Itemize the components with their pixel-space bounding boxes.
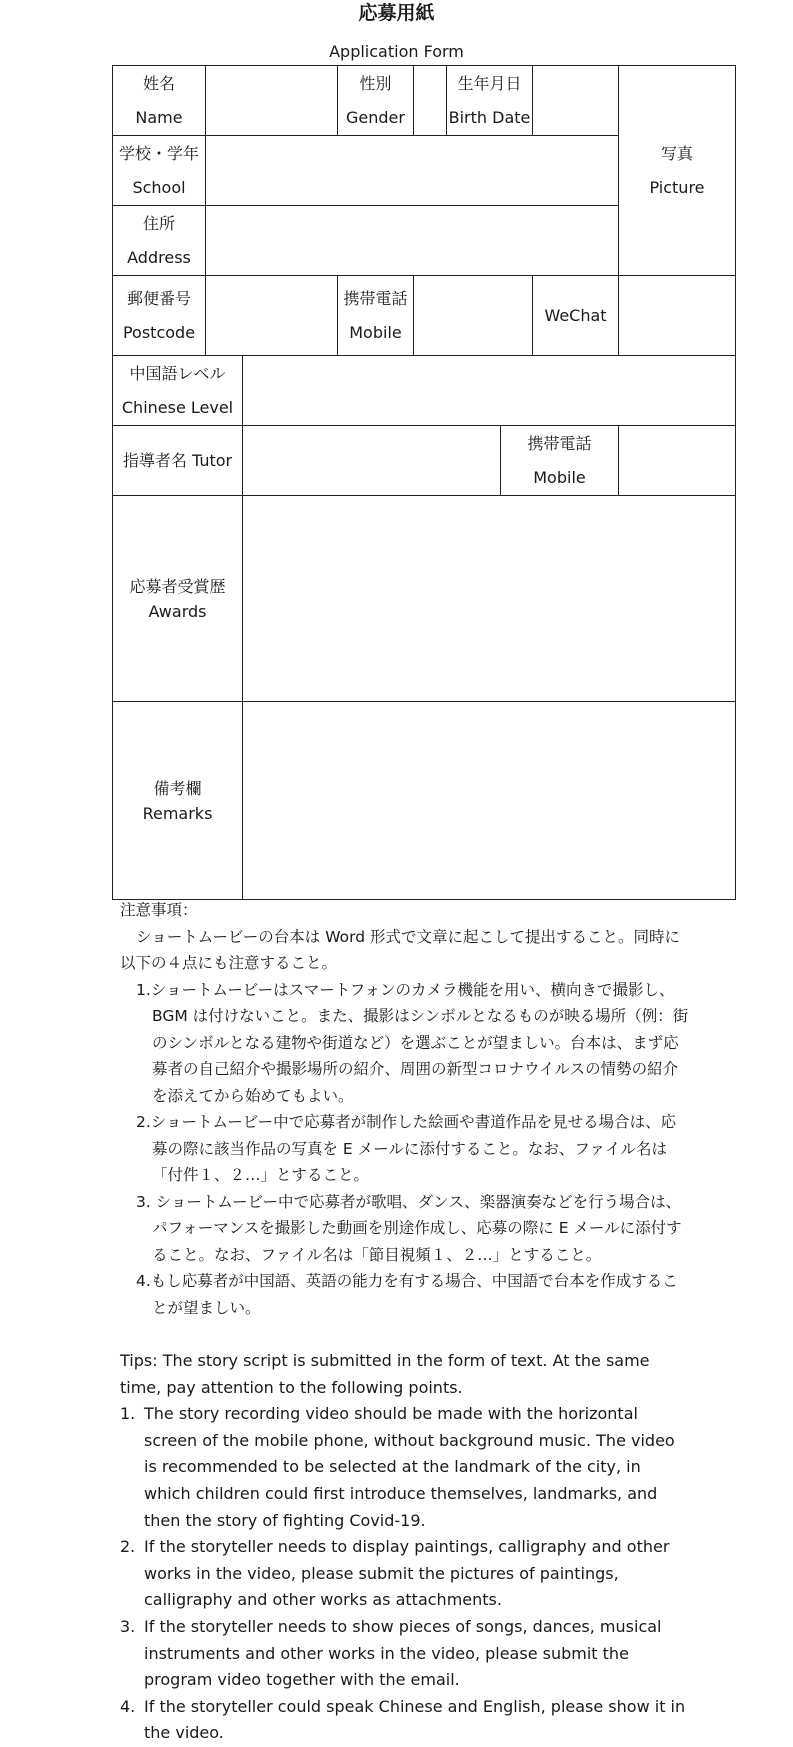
tutor-mobile-label-en: Mobile [533,467,586,487]
tutor-label: 指導者名 Tutor [113,426,243,496]
notes-item: 3. ショートムービー中で応募者が歌唱、ダンス、楽器演奏などを行う場合は、パフォーマンスを撮影した動画を別途作成し、応募の際に E メールに添付すること。なお、ファイル名は「節目視頻１、２…」とすること。 [136,1192,682,1264]
tip-text: The story recording video should be made with the horizontal screen of the mobile phone, without background music. The video is recommended to be selected at the landmark of the city, in which children could first introduce themselves, landmarks, and then the story of fighting Covid-19. [144,1404,675,1530]
awards-label-jp: 応募者受賞歴 [129,576,226,596]
gender-label-en: Gender [346,107,405,127]
chinese-level-label-jp: 中国語レベル [129,363,226,383]
wechat-field[interactable] [619,276,736,356]
name-label-jp: 姓名 [142,73,175,93]
mobile-field[interactable] [414,276,533,356]
postcode-label-jp: 郵便番号 [126,288,191,308]
postcode-label-en: Postcode [122,322,196,342]
tips-en [120,1348,690,1747]
picture-label-en: Picture [649,177,705,197]
notes-item: 2.ショートムービー中で応募者が制作した絵画や書道作品を見せる場合は、応募の際に該当作品の写真を E メールに添付すること。なお、ファイル名は「付件１、２…」とすること。 [136,1113,677,1184]
awards-label-en: Awards [148,601,207,621]
remarks-label-jp: 備考欄 [153,778,202,798]
mobile-label [338,276,414,356]
tip-item [120,1694,690,1747]
address-label-en: Address [127,247,191,267]
mobile-label-jp: 携帯電話 [343,288,408,308]
gender-field[interactable] [414,66,447,136]
notes-jp [120,897,690,1321]
birth-date-field[interactable] [533,66,619,136]
tutor-mobile-label [501,426,619,496]
name-label-en: Name [135,107,183,127]
address-label-jp: 住所 [142,213,175,233]
awards-field[interactable] [243,496,736,702]
name-label [113,66,206,136]
chinese-level-label-en: Chinese Level [121,397,234,417]
application-form-table [112,65,736,900]
tip-number: 4. [120,1696,136,1716]
birth-date-label-jp: 生年月日 [457,73,522,93]
gender-label-jp: 性別 [359,73,392,93]
mobile-label-en: Mobile [349,322,402,342]
school-field[interactable] [206,136,619,206]
awards-label [113,496,243,702]
school-label-jp: 学校・学年 [118,143,199,163]
notes-item: 4.もし応募者が中国語、英語の能力を有する場合、中国語で台本を作成することが望ましい。 [136,1272,678,1317]
gender-label [338,66,414,136]
tip-text: If the storyteller could speak Chinese and English, please show it in the video. [144,1696,686,1743]
page-title: 応募用紙 [358,2,435,24]
picture-label-jp: 写真 [660,143,693,163]
tip-item [120,1534,690,1614]
postcode-field[interactable] [206,276,338,356]
notes-item: 1.ショートムービーはスマートフォンのカメラ機能を用い、横向きで撮影し、BGM は付けないこと。また、撮影はシンボルとなるものが映る場所（例：街のシンボルとなる建物や街道など）を選ぶことが望ましい。台本は、まず応募者の自己紹介や撮影場所の紹介、周囲の新型コロナウイルスの情勢の紹介を添えてから始めてもよい。 [136,980,689,1105]
name-field[interactable] [206,66,338,136]
tip-number: 1. [120,1404,136,1424]
address-label [113,206,206,276]
chinese-level-label [113,356,243,426]
notes-intro: ショートムービーの台本は Word 形式で文章に起こして提出すること。同時に以下の４点にも注意すること。 [120,927,680,972]
remarks-label-en: Remarks [142,803,213,823]
tip-item [120,1401,690,1534]
remarks-label [113,702,243,900]
birth-date-label-en: Birth Date [448,107,531,127]
tutor-field[interactable] [243,426,501,496]
page-subtitle: Application Form [329,42,464,61]
picture-box[interactable] [619,66,736,276]
notes-heading: 注意事項： [120,901,198,919]
remarks-field[interactable] [243,702,736,900]
tip-text: If the storyteller needs to show pieces of songs, dances, musical instruments and other works in the video, please submit the program video together with the email. [144,1616,662,1690]
tip-item [120,1614,690,1694]
tip-number: 2. [120,1537,136,1557]
wechat-label: WeChat [533,276,619,356]
tutor-mobile-label-jp: 携帯電話 [527,433,592,453]
tip-number: 3. [120,1616,136,1636]
birth-date-label [447,66,533,136]
tutor-mobile-field[interactable] [619,426,736,496]
tips-intro: Tips: The story script is submitted in the form of text. At the same time, pay attention to the following points. [120,1351,650,1397]
address-field[interactable] [206,206,619,276]
chinese-level-field[interactable] [243,356,736,426]
postcode-label [113,276,206,356]
school-label [113,136,206,206]
school-label-en: School [132,177,186,197]
tip-text: If the storyteller needs to display paintings, calligraphy and other works in the video, please submit the pictures of paintings, calligraphy and other works as attachments. [144,1537,670,1610]
